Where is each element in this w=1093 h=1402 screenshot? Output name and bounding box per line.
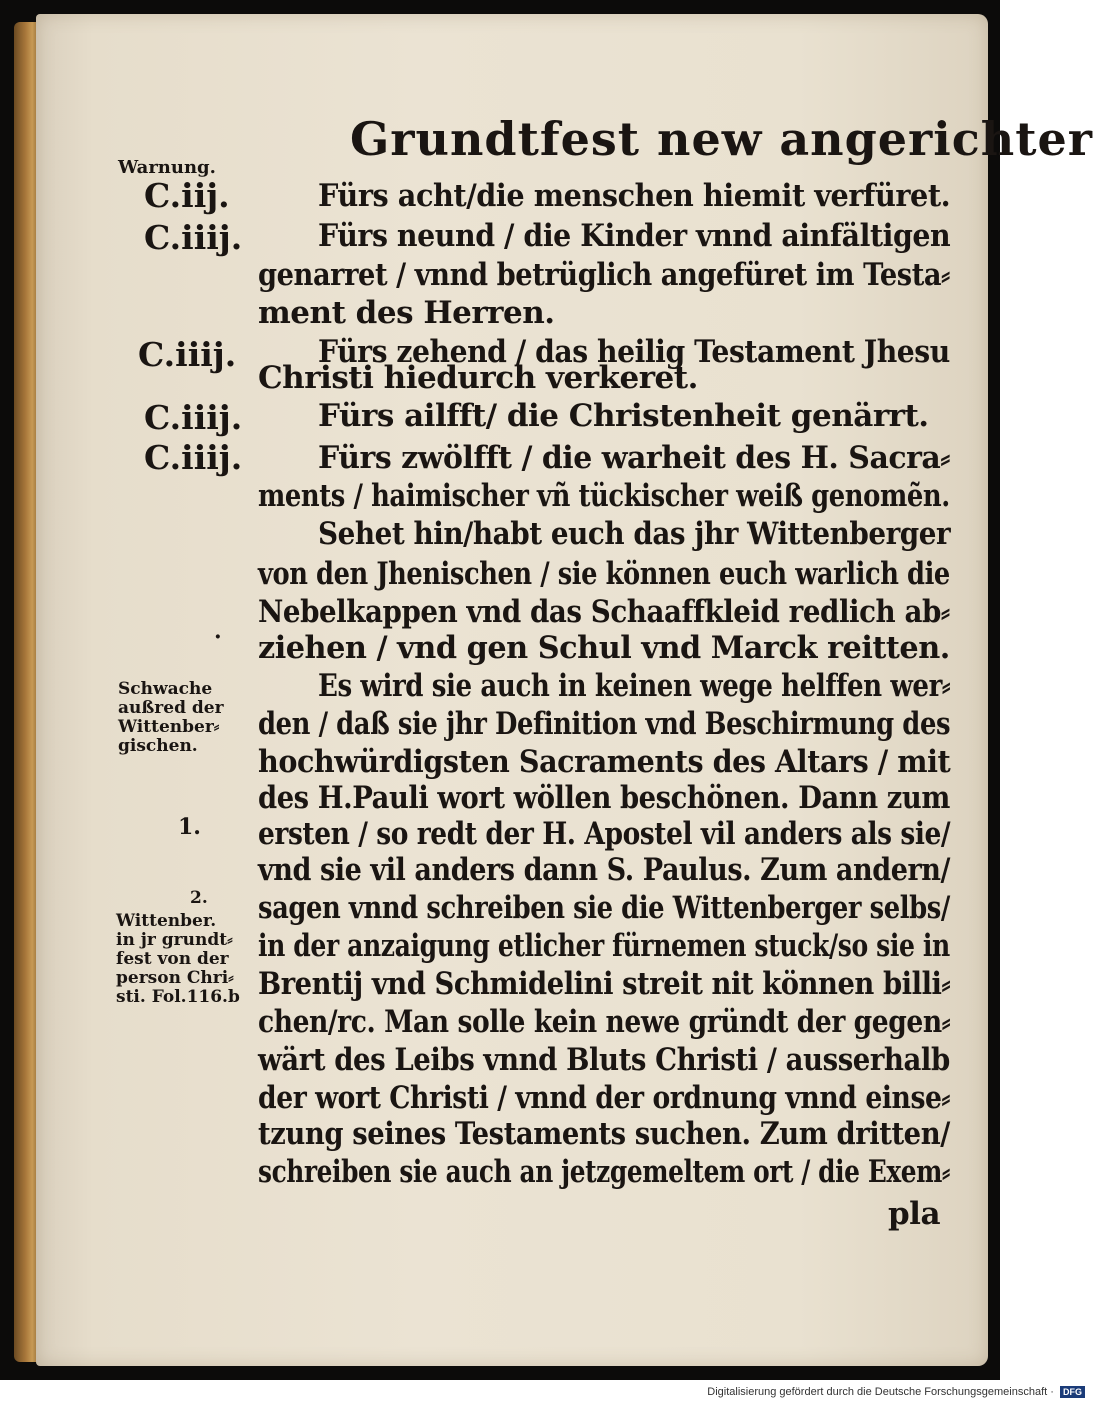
body-line: den / daß sie jhr Definition vnd Beschirmung des bbox=[258, 706, 951, 742]
footer-credit bbox=[707, 1386, 1085, 1398]
margin-signature-3: C.iiij. bbox=[138, 335, 237, 374]
margin-signature-4: C.iiij. bbox=[144, 398, 243, 437]
body-line: Nebelkappen vnd das Schaaffkleid redlich ab⸗ bbox=[258, 594, 950, 630]
body-line: der wort Christi / vnnd der ordnung vnnd einse⸗ bbox=[258, 1080, 950, 1116]
body-line: schreiben sie auch an jetzgemeltem ort / die Exem⸗ bbox=[258, 1154, 950, 1190]
body-line: ments / haimischer vñ tückischer weiß genomẽn. bbox=[258, 478, 950, 514]
body-line: Fürs ailfft/ die Christenheit genärrt. bbox=[318, 398, 929, 434]
body-line: des H.Pauli wort wöllen beschönen. Dann zum bbox=[258, 780, 950, 816]
body-line: von den Jhenischen / sie können euch warlich die bbox=[258, 556, 950, 592]
body-line: wärt des Leibs vnnd Bluts Christi / ausserhalb bbox=[258, 1042, 950, 1078]
body-line: ersten / so redt der H. Apostel vil anders als sie/ bbox=[258, 816, 951, 852]
footer-text: Digitalisierung gefördert durch die Deutsche Forschungsgemeinschaft · bbox=[707, 1385, 1054, 1398]
body-line: genarret / vnnd betrüglich angefüret im Testa⸗ bbox=[258, 257, 950, 293]
body-line: Es wird sie auch in keinen wege helffen wer⸗ bbox=[318, 668, 951, 704]
body-line: Brentij vnd Schmidelini streit nit können billi⸗ bbox=[258, 966, 951, 1002]
margin-signature-5: C.iiij. bbox=[144, 438, 243, 477]
margin-number-1: 1. bbox=[178, 814, 201, 840]
margin-dot: · bbox=[214, 624, 222, 650]
body-line: Christi hiedurch verkeret. bbox=[258, 360, 698, 396]
body-line: vnd sie vil anders dann S. Paulus. Zum andern/ bbox=[258, 852, 951, 888]
body-line: ziehen / vnd gen Schul vnd Marck reitten. bbox=[258, 630, 950, 666]
body-line: Fürs neund / die Kinder vnnd ainfältigen bbox=[318, 218, 951, 254]
body-line: in der anzaigung etlicher fürnemen stuck/so sie in bbox=[258, 928, 950, 964]
body-line: hochwürdigsten Sacraments des Altars / mit bbox=[258, 744, 951, 780]
margin-note-schwache: Schwache außred der Wittenber⸗ gischen. bbox=[118, 679, 224, 756]
dfg-logo: DFG bbox=[1060, 1386, 1085, 1398]
body-line: tzung seines Testaments suchen. Zum dritten/ bbox=[258, 1116, 950, 1152]
body-line: Fürs zehend / das heilig Testament Jhesu bbox=[318, 334, 950, 370]
catchword: pla bbox=[888, 1196, 941, 1232]
body-line: chen/rc. Man solle kein newe gründt der gegen⸗ bbox=[258, 1004, 951, 1040]
margin-note-wittenber: Wittenber. in jr grundt⸗ fest von der person Chri⸗ sti. Fol.116.b bbox=[116, 911, 240, 1007]
margin-number-2: 2. bbox=[190, 888, 208, 908]
margin-signature-2: C.iiij. bbox=[144, 218, 243, 257]
margin-note-warnung: Warnung. bbox=[118, 157, 216, 178]
body-line: Fürs acht/die menschen hiemit verfüret. bbox=[318, 178, 951, 214]
margin-signature-1: C.iij. bbox=[144, 176, 230, 215]
running-head: Grundtfest new angerichter bbox=[350, 112, 1093, 166]
body-line: Fürs zwölfft / die warheit des H. Sacra⸗ bbox=[318, 440, 950, 476]
body-line: sagen vnnd schreiben sie die Wittenberger selbs/ bbox=[258, 890, 950, 926]
body-line: ment des Herren. bbox=[258, 295, 555, 331]
body-line: Sehet hin/habt euch das jhr Wittenberger bbox=[318, 516, 951, 552]
